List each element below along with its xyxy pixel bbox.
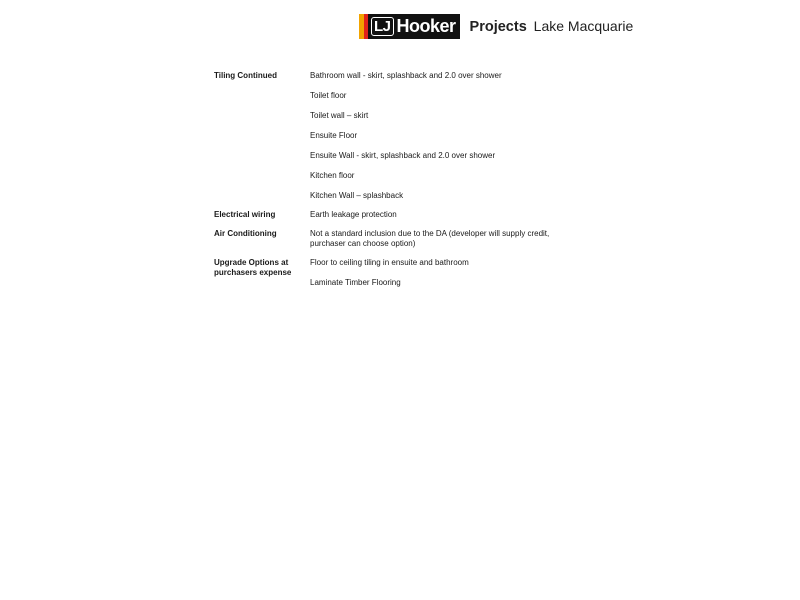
spec-item: Ensuite Floor — [310, 131, 358, 140]
spec-items — [310, 210, 554, 220]
spec-item: Not a standard inclusion due to the DA (developer will supply credit, purchaser can choose option) — [310, 229, 550, 248]
spec-items — [310, 258, 554, 288]
lj-hooker-logo — [359, 14, 633, 39]
spec-row-upgrade-options — [214, 258, 554, 288]
spec-row-tiling — [214, 71, 554, 201]
logo-brand-name: Hooker — [396, 16, 456, 36]
logo-black-box — [368, 14, 460, 39]
spec-item: Bathroom wall - skirt, splashback and 2.0 over shower — [310, 71, 502, 80]
spec-item: Toilet wall – skirt — [310, 111, 369, 120]
logo-division-location: Lake Macquarie — [533, 18, 634, 34]
spec-table — [214, 71, 554, 297]
spec-label: Tiling Continued — [214, 71, 277, 80]
spec-row-air-conditioning — [214, 229, 554, 249]
spec-item: Earth leakage protection — [310, 210, 397, 219]
logo-badge — [359, 14, 460, 39]
spec-row-electrical — [214, 210, 554, 220]
spec-item: Kitchen floor — [310, 171, 355, 180]
spec-label: Upgrade Options at purchasers expense — [214, 258, 292, 277]
logo-lj-mark: LJ — [371, 17, 394, 36]
spec-items — [310, 229, 554, 249]
spec-label: Air Conditioning — [214, 229, 277, 238]
spec-item: Toilet floor — [310, 91, 347, 100]
spec-items — [310, 71, 554, 201]
spec-item: Ensuite Wall - skirt, splashback and 2.0 over shower — [310, 151, 496, 160]
logo-division — [470, 18, 634, 35]
spec-label: Electrical wiring — [214, 210, 276, 219]
spec-item: Kitchen Wall – splashback — [310, 191, 404, 200]
spec-item: Laminate Timber Flooring — [310, 278, 401, 287]
logo-division-bold: Projects — [469, 19, 527, 35]
spec-item: Floor to ceiling tiling in ensuite and bathroom — [310, 258, 469, 267]
